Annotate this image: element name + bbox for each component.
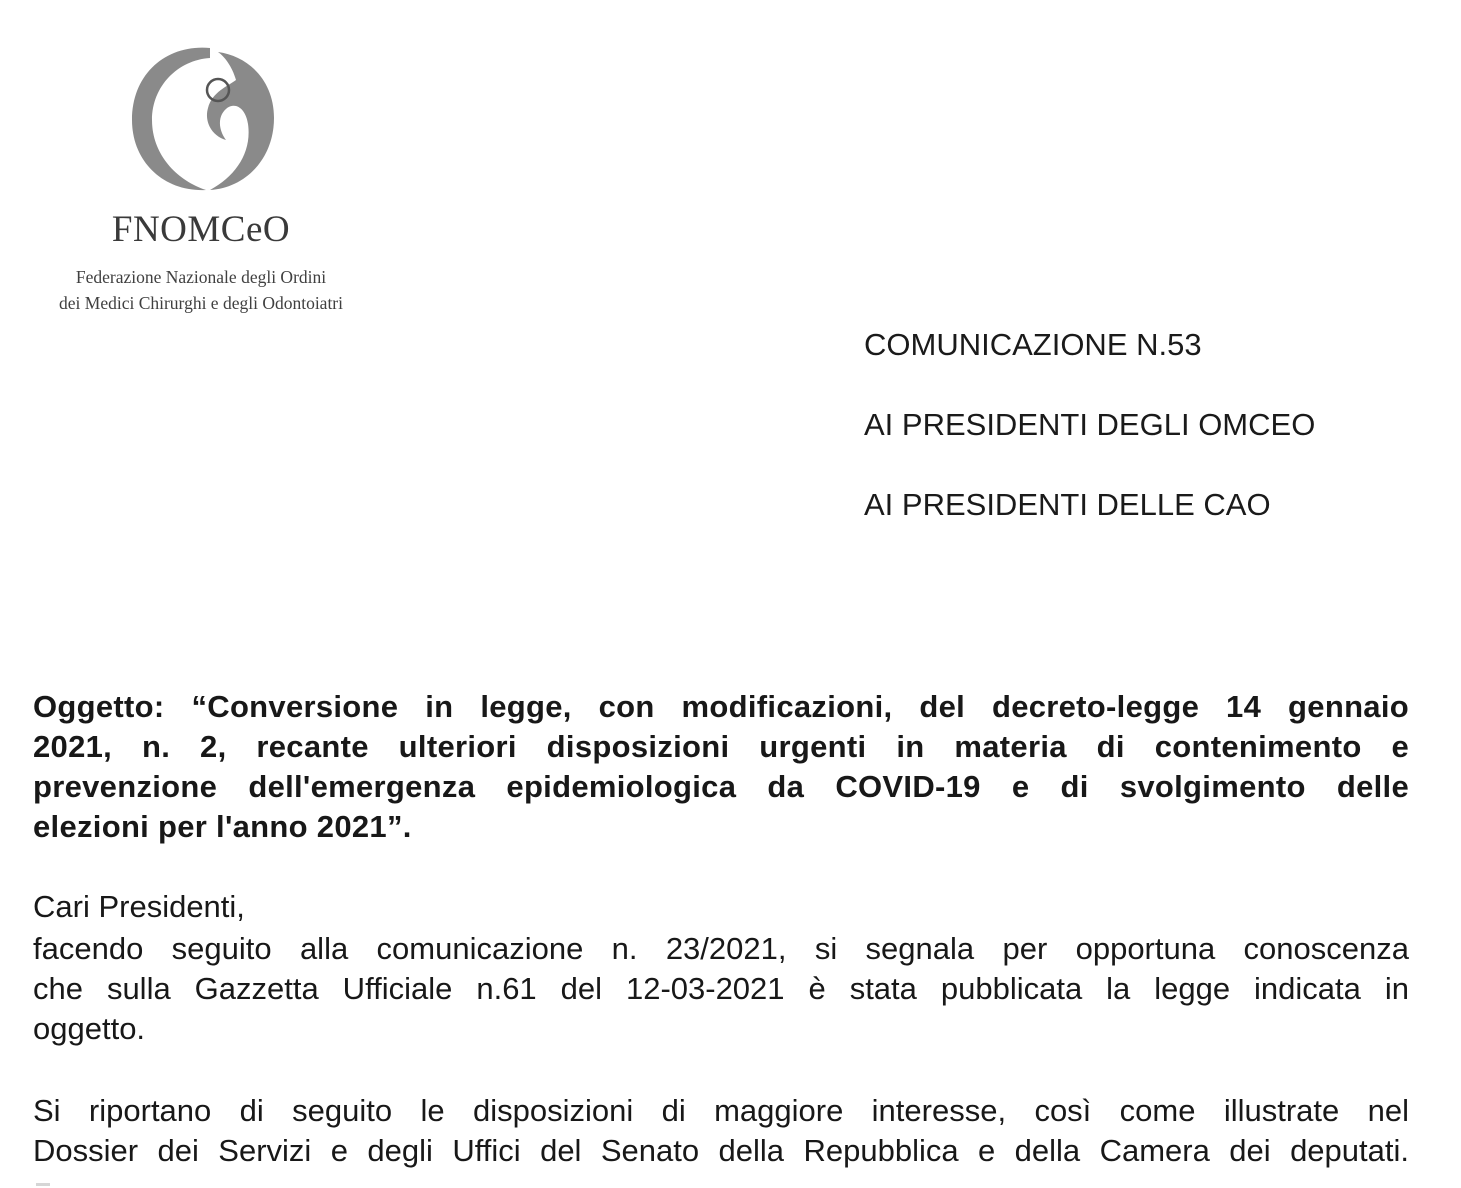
- greeting-text: Cari Presidenti,: [33, 889, 245, 924]
- recipients-block: [864, 322, 1315, 562]
- intro-paragraph: [33, 929, 1409, 1049]
- dossier-paragraph: [33, 1091, 1409, 1171]
- subject-line: 2021, n. 2, recante ulteriori disposizioni urgenti in materia di contenimento e: [33, 729, 1409, 764]
- subject-line: Oggetto: “Conversione in legge, con modificazioni, del decreto-legge 14 gennaio: [33, 689, 1409, 724]
- communication-number: COMUNICAZIONE N.53: [864, 327, 1202, 362]
- subject-block: [33, 687, 1409, 847]
- intro-line: facendo seguito alla comunicazione n. 23/2021, si segnala per opportuna conoscenza: [33, 931, 1409, 966]
- subject-line: prevenzione dell'emergenza epidemiologica da COVID-19 e di svolgimento delle: [33, 769, 1409, 804]
- org-acronym: FNOMCeO: [111, 209, 291, 250]
- dossier-line: Si riportano di seguito le disposizioni di maggiore interesse, così come illustrate nel: [33, 1093, 1409, 1128]
- org-full-name-line2: dei Medici Chirurghi e degli Odontoiatri: [59, 293, 343, 313]
- dossier-line: Dossier dei Servizi e degli Uffici del Senato della Repubblica e della Camera dei deputati.: [33, 1133, 1409, 1168]
- fnomceo-logo-icon: [118, 40, 288, 200]
- scan-artifact: [36, 1183, 50, 1186]
- intro-line: che sulla Gazzetta Ufficiale n.61 del 12-03-2021 è stata pubblicata la legge indicata in: [33, 971, 1409, 1006]
- subject-line: elezioni per l'anno 2021”.: [33, 809, 412, 844]
- org-full-name-line1: Federazione Nazionale degli Ordini: [75, 267, 327, 287]
- recipient-cao: AI PRESIDENTI DELLE CAO: [864, 487, 1271, 522]
- greeting: [33, 887, 1409, 927]
- intro-line: oggetto.: [33, 1011, 146, 1046]
- recipient-omceo: AI PRESIDENTI DEGLI OMCEO: [864, 407, 1316, 442]
